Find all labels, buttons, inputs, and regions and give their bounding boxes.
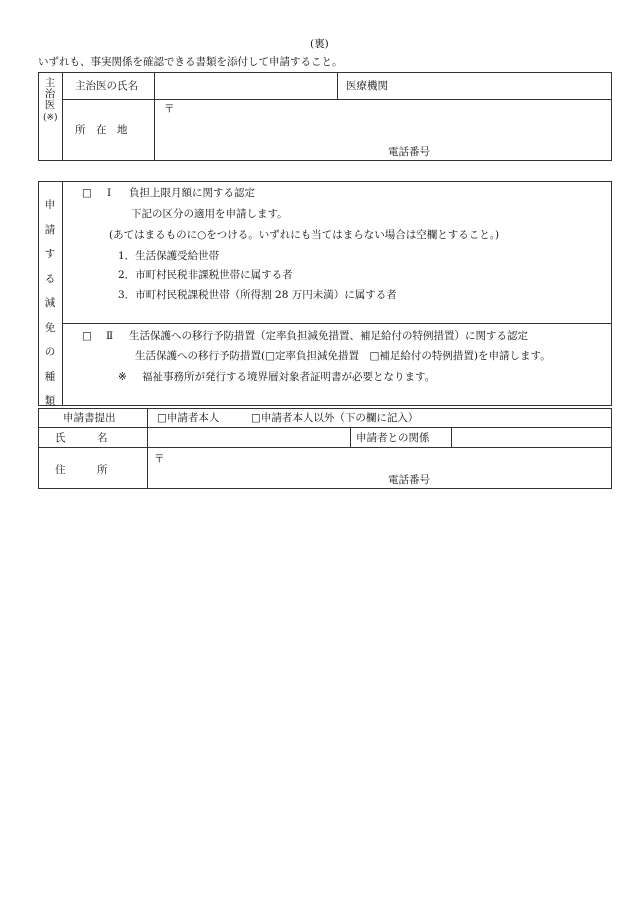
- applicant-name-field[interactable]: [149, 429, 348, 446]
- relation-label: 申請者との関係: [356, 432, 430, 444]
- section1-item-3[interactable]: 3．市町村民税課税世帯（所得割 28 万円未満）に属する者: [118, 289, 397, 301]
- physician-phone-label: 電話番号: [388, 146, 430, 158]
- section2-line1: 生活保護への移行予防措置(□定率負担減免措置 □補足給付の特例措置)を申請します。: [135, 350, 551, 362]
- option-self[interactable]: □申請者本人: [157, 412, 220, 424]
- relation-field[interactable]: [453, 429, 610, 446]
- section1-line1: 下記の区分の適用を申請します。: [131, 208, 288, 220]
- section1-item-1[interactable]: 1．生活保護受給世帯: [118, 250, 220, 262]
- physician-name-field[interactable]: [156, 74, 335, 97]
- reduction-side-label: 申 請 す る 減 免 の 種 類: [44, 199, 56, 407]
- applicant-address-field[interactable]: [168, 449, 610, 471]
- section1-title: 負担上限月額に関する認定: [129, 187, 255, 199]
- physician-side-label: 主 治 医 (※): [43, 77, 58, 124]
- section2-checkbox[interactable]: □: [82, 330, 92, 342]
- section2-numeral: Ⅱ: [106, 330, 114, 342]
- section1-checkbox[interactable]: □: [82, 187, 92, 199]
- section2-note-mark: ※: [118, 371, 127, 383]
- section2-title: 生活保護への移行予防措置（定率負担減免措置、補足給付の特例措置）に関する認定: [129, 330, 528, 342]
- applicant-postal-mark: 〒: [154, 453, 165, 465]
- physician-name-label: 主治医の氏名: [75, 80, 138, 92]
- physician-address-field[interactable]: [176, 101, 610, 145]
- institution-field[interactable]: [400, 74, 610, 97]
- option-other[interactable]: □申請者本人以外（下の欄に記入）: [251, 412, 419, 424]
- section1-line2: (あてはまるものに○をつける。いずれにも当てはまらない場合は空欄とすること。): [109, 229, 500, 241]
- section2-note: 福祉事務所が発行する境界層対象者証明書が必要となります。: [142, 371, 436, 383]
- page-side-label: (裏): [310, 38, 329, 50]
- instruction-text: いずれも、事実関係を確認できる書類を添付して申請すること。: [38, 56, 343, 68]
- submission-label: 申請書提出: [63, 412, 116, 424]
- institution-label: 医療機関: [346, 80, 388, 92]
- applicant-address-label: 住 所: [55, 464, 108, 476]
- section1-item-2[interactable]: 2．市町村民税非課税世帯に属する者: [118, 269, 293, 281]
- applicant-name-label: 氏 名: [55, 432, 108, 444]
- applicant-phone-label: 電話番号: [388, 474, 430, 486]
- physician-address-label: 所 在 地: [75, 124, 128, 136]
- physician-postal-mark: 〒: [164, 103, 175, 115]
- section1-numeral: Ⅰ: [107, 187, 112, 199]
